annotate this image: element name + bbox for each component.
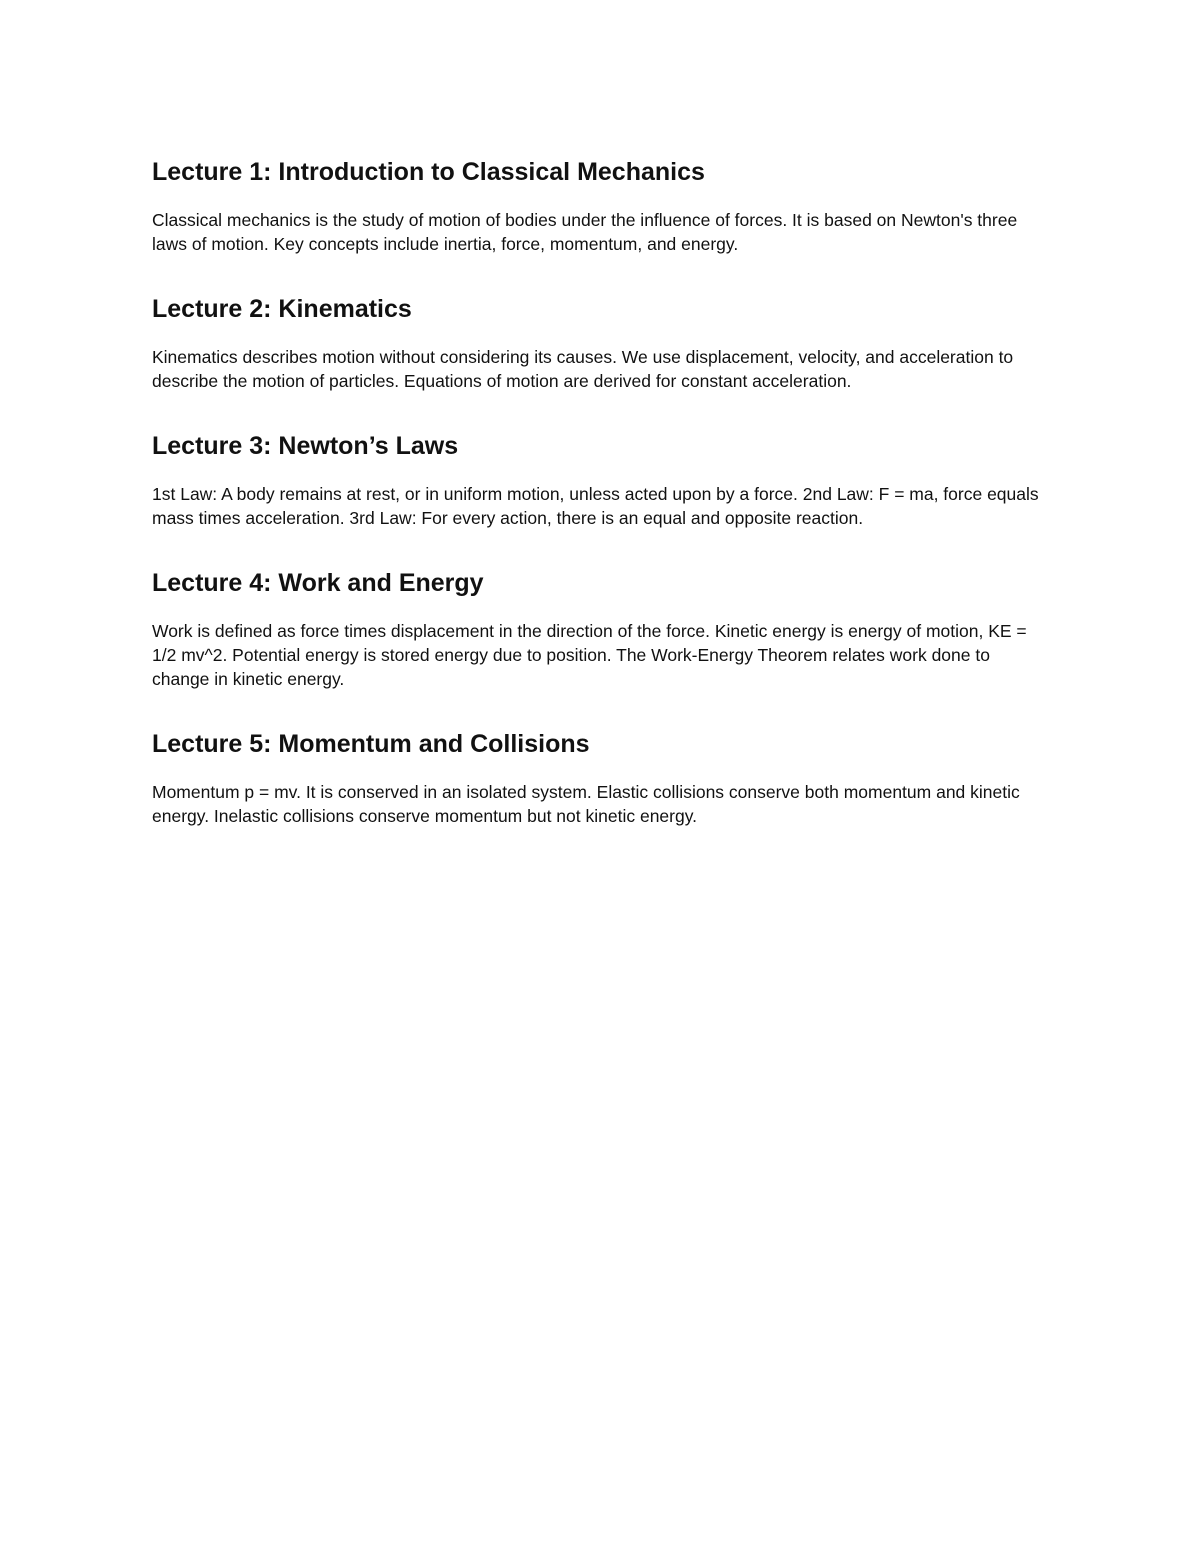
lecture-4-title: Lecture 4: Work and Energy: [152, 569, 484, 597]
lecture-1-body: Classical mechanics is the study of motion of bodies under the influence of forces. It is based on Newton's three laws of motion. Key concepts include inertia, force, momentum, and energy.: [152, 210, 1018, 254]
document-content: [152, 154, 1052, 863]
lecture-2-title: Lecture 2: Kinematics: [152, 295, 412, 323]
lecture-2-section: [152, 291, 1052, 393]
lecture-1-section: [152, 154, 1052, 256]
lecture-5-title: Lecture 5: Momentum and Collisions: [152, 730, 590, 758]
lecture-4-body: Work is defined as force times displacement in the direction of the force. Kinetic energy is energy of motion, KE = 1/2 mv^2. Potential energy is stored energy due to position. The Work-Energy Theorem relates work done to change in kinetic energy.: [152, 621, 1027, 689]
lecture-3-body: 1st Law: A body remains at rest, or in uniform motion, unless acted upon by a force. 2nd Law: F = ma, force equals mass times acceleration. 3rd Law: For every action, there is an equal and opposite reaction.: [152, 484, 1039, 528]
lecture-4-section: [152, 565, 1052, 691]
lecture-2-body: Kinematics describes motion without considering its causes. We use displacement, velocity, and acceleration to describe the motion of particles. Equations of motion are derived for constant acceleration.: [152, 347, 1014, 391]
lecture-1-title: Lecture 1: Introduction to Classical Mechanics: [152, 158, 705, 186]
lecture-3-title: Lecture 3: Newton’s Laws: [152, 432, 459, 460]
lecture-3-section: [152, 428, 1052, 530]
lecture-5-body: Momentum p = mv. It is conserved in an isolated system. Elastic collisions conserve both momentum and kinetic energy. Inelastic collisions conserve momentum but not kinetic energy.: [152, 782, 1020, 826]
lecture-5-section: [152, 726, 1052, 828]
